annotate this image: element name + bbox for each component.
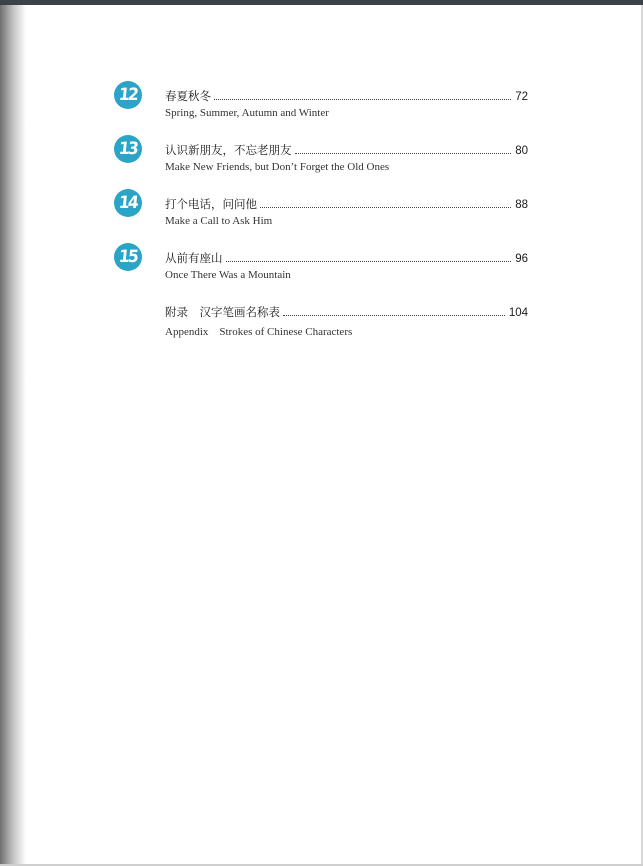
dot-leader (283, 315, 505, 316)
dot-leader (260, 207, 511, 208)
toc-entry-line (165, 250, 528, 266)
toc-entry-15[interactable] (0, 246, 643, 290)
toc-entry-line (165, 88, 528, 104)
english-title: Make a Call to Ask Him (165, 215, 273, 227)
english-title: Once There Was a Mountain (165, 269, 291, 281)
toc-entry-12[interactable] (0, 84, 643, 128)
lesson-number-badge: 14 (114, 189, 142, 217)
toc-entry-appendix[interactable] (0, 304, 643, 344)
page-number: 104 (508, 307, 528, 319)
toc-entry-line (165, 196, 528, 212)
lesson-number-badge: 15 (114, 243, 142, 271)
chinese-title: 春夏秋冬 (165, 89, 211, 103)
lesson-number-badge: 12 (114, 81, 142, 109)
dot-leader (295, 153, 512, 154)
english-title: Make New Friends, but Don’t Forget the Old Ones (165, 161, 390, 173)
page-number: 88 (515, 199, 528, 211)
english-title: Appendix Strokes of Chinese Characters (165, 326, 353, 338)
toc-entry-line (165, 304, 528, 320)
page-number: 80 (515, 145, 528, 157)
english-title: Spring, Summer, Autumn and Winter (165, 107, 329, 119)
dot-leader (214, 99, 511, 100)
dot-leader (226, 261, 512, 262)
page-number: 96 (515, 253, 528, 265)
chinese-title: 从前有座山 (165, 251, 223, 265)
chinese-title: 附录 汉字笔画名称表 (165, 305, 280, 319)
toc-entry-line (165, 142, 528, 158)
page-number: 72 (515, 91, 528, 103)
lesson-number-badge: 13 (114, 135, 142, 163)
chinese-title: 认识新朋友，不忘老朋友 (165, 143, 292, 157)
toc-entry-14[interactable] (0, 192, 643, 236)
chinese-title: 打个电话，问问他 (165, 197, 257, 211)
toc-entry-13[interactable] (0, 138, 643, 182)
